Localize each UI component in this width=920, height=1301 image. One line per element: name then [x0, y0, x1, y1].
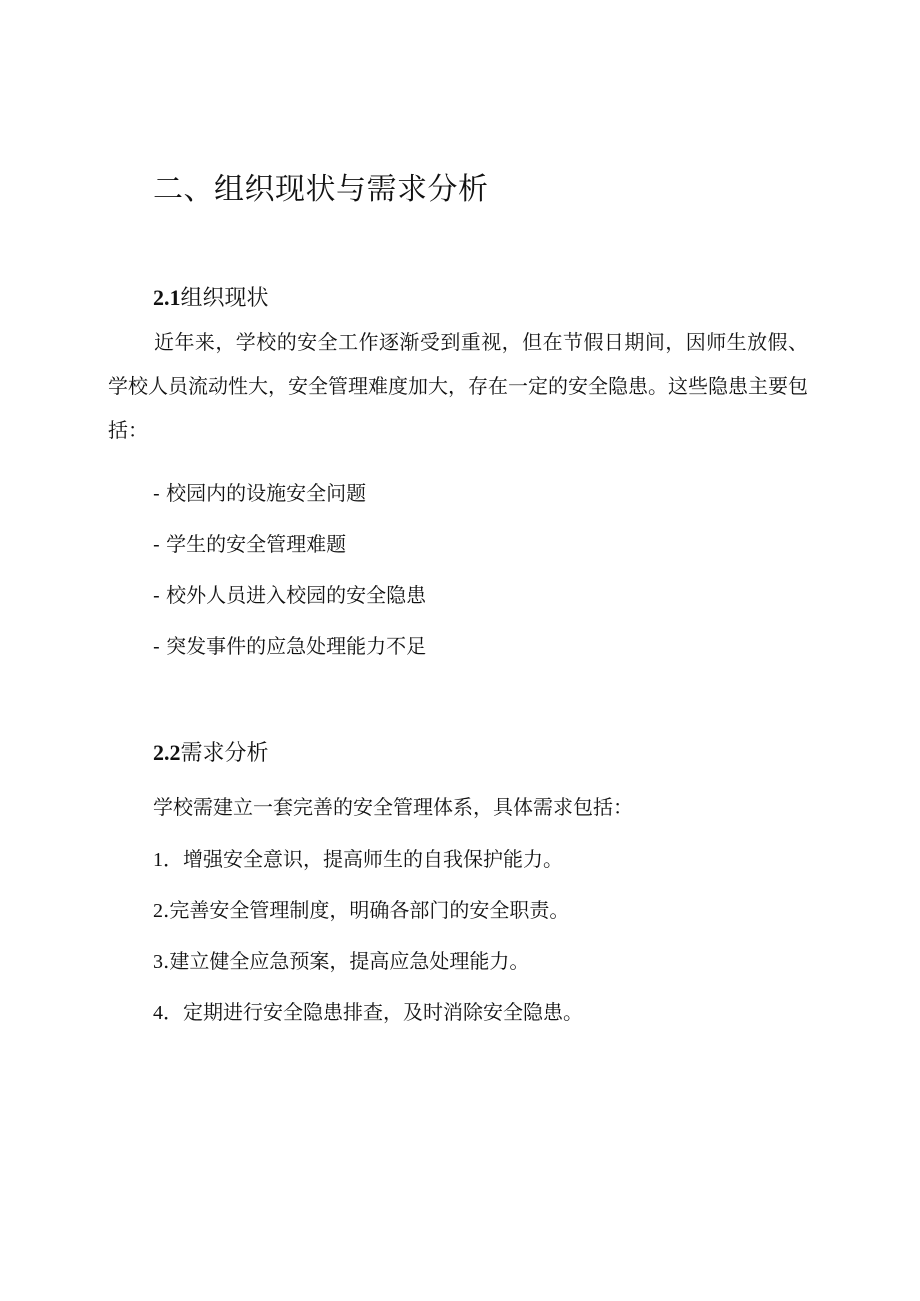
needs-intro: 学校需建立一套完善的安全管理体系，具体需求包括：	[153, 795, 633, 819]
bullet-item: - 校园内的设施安全问题	[153, 481, 367, 505]
numbered-item	[153, 844, 563, 875]
item-number: 1	[153, 849, 163, 871]
subsection-title: 组织现状	[180, 286, 269, 311]
item-number: 4	[153, 1002, 163, 1024]
section-title: 二、组织现状与需求分析	[153, 172, 489, 207]
subsection-heading-2-1	[153, 283, 269, 314]
item-text: ．增强安全意识，提高师生的自我保护能力。	[163, 847, 563, 871]
item-text: .建立健全应急预案，提高应急处理能力。	[163, 949, 530, 973]
numbered-item	[153, 895, 569, 926]
subsection-number: 2.1	[153, 285, 181, 310]
numbered-item	[153, 946, 529, 977]
subsection-heading-2-2	[153, 738, 269, 769]
item-number: 3	[153, 951, 163, 973]
subsection-title: 需求分析	[180, 741, 269, 766]
item-text: .完善安全管理制度，明确各部门的安全职责。	[163, 898, 570, 922]
bullet-item: - 突发事件的应急处理能力不足	[153, 634, 427, 658]
numbered-item	[153, 997, 583, 1028]
item-text: ．定期进行安全隐患排查，及时消除安全隐患。	[163, 1000, 583, 1024]
status-paragraph: 近年来，学校的安全工作逐渐受到重视，但在节假日期间，因师生放假、学校人员流动性大，安全管理难度加大，存在一定的安全隐患。这些隐患主要包括：	[108, 330, 808, 442]
subsection-number: 2.2	[153, 740, 181, 765]
bullet-item: - 校外人员进入校园的安全隐患	[153, 583, 427, 607]
bullet-item: - 学生的安全管理难题	[153, 532, 347, 556]
item-number: 2	[153, 900, 163, 922]
